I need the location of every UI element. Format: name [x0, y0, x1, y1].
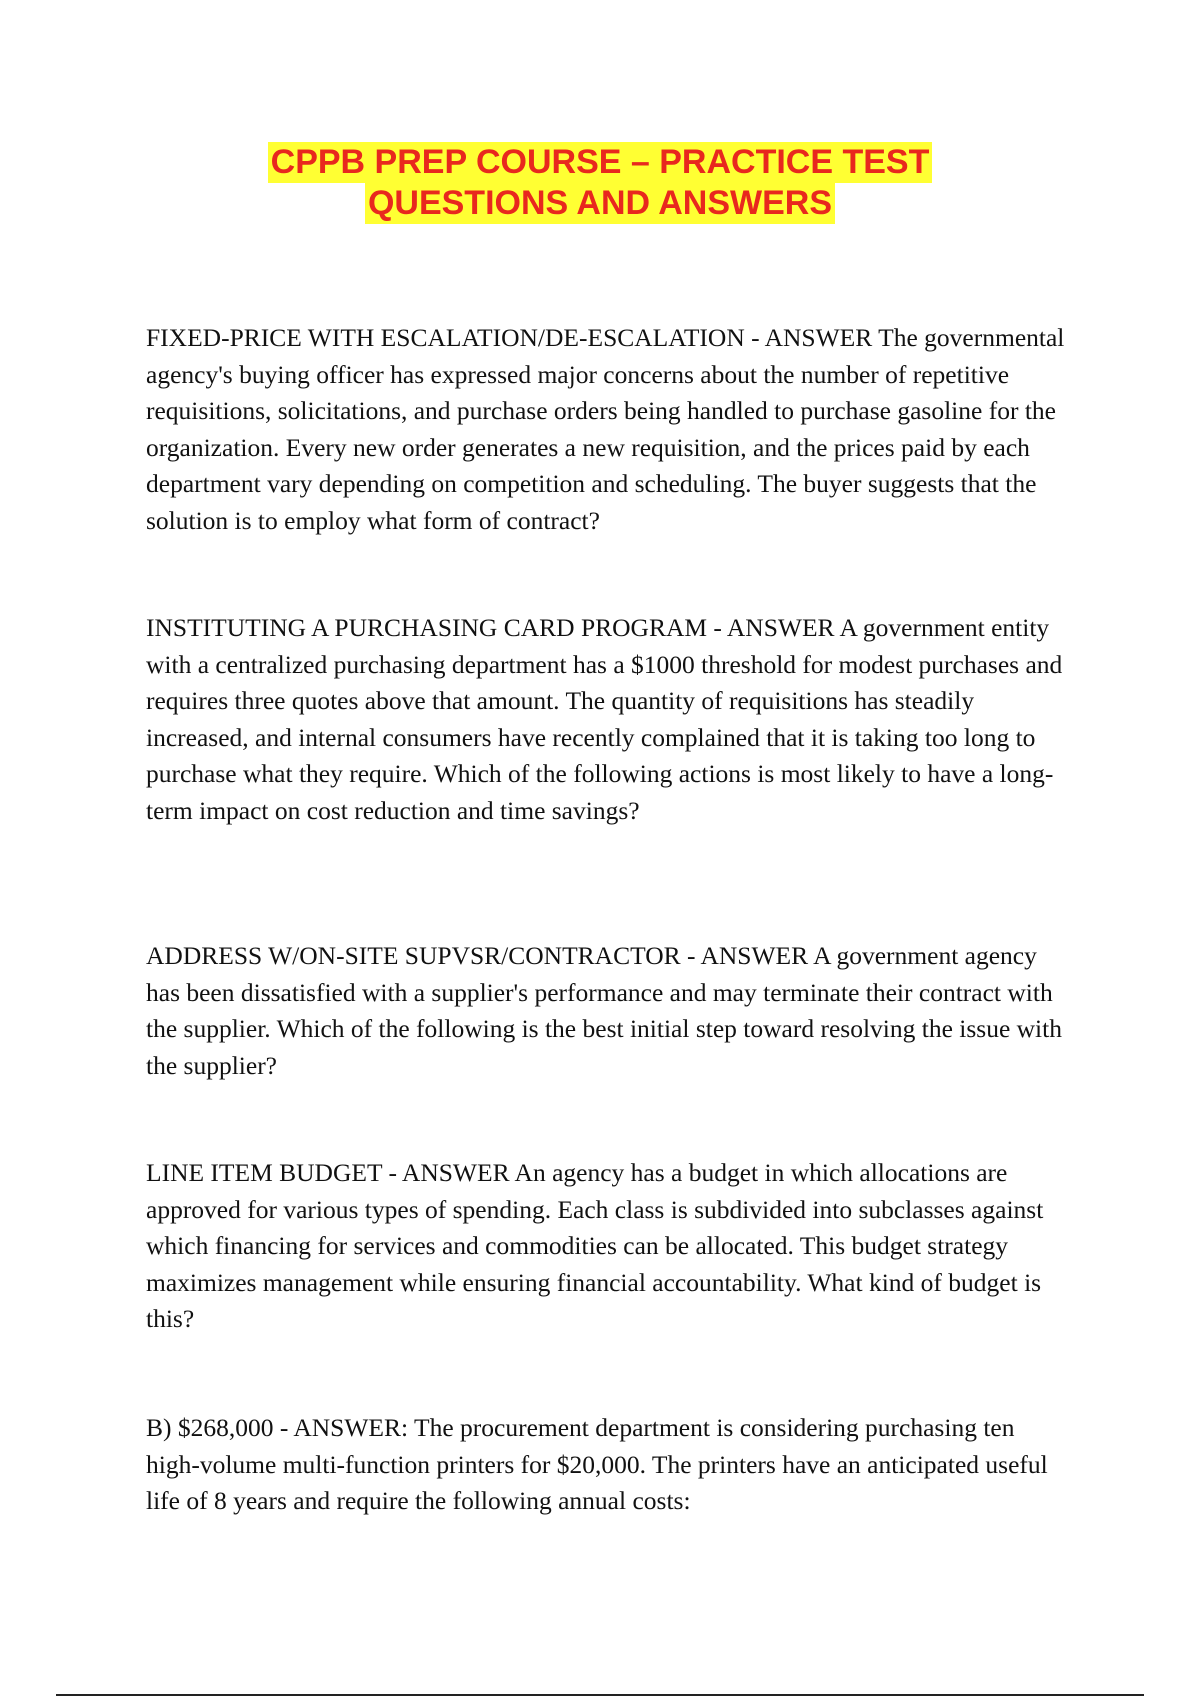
- qa-entry-supervisor-contractor: ADDRESS W/ON-SITE SUPVSR/CONTRACTOR - ANSWER A government agency has been dissatisfied with a supplier's performance and may terminate their contract with the supplier. Which of the following is the best initial step toward resolving the issue with the supplier?: [146, 941, 1062, 1080]
- document-title: [0, 142, 1200, 224]
- title-line-1: CPPB PREP COURSE – PRACTICE TEST: [268, 142, 933, 183]
- title-line-2: QUESTIONS AND ANSWERS: [365, 183, 835, 224]
- qa-entry-fixed-price: FIXED-PRICE WITH ESCALATION/DE-ESCALATION - ANSWER The governmental agency's buying officer has expressed major concerns about the number of repetitive requisitions, solicitations, and purchase orders being handled to purchase gasoline for the organization. Every new order generates a new requisition, and the prices paid by each department vary depending on competition and scheduling. The buyer suggests that the solution is to employ what form of contract?: [146, 323, 1065, 535]
- qa-entry-printers: B) $268,000 - ANSWER: The procurement department is considering purchasing ten high-volume multi-function printers for $20,000. The printers have an anticipated useful life of 8 years and require the following annual costs:: [146, 1413, 1048, 1516]
- qa-entry-line-item-budget: LINE ITEM BUDGET - ANSWER An agency has a budget in which allocations are approved for various types of spending. Each class is subdivided into subclasses against which financing for services and commodities can be allocated. This budget strategy maximizes management while ensuring financial accountability. What kind of budget is this?: [146, 1158, 1044, 1334]
- footer-divider: [56, 1694, 1144, 1696]
- qa-entry-purchasing-card: INSTITUTING A PURCHASING CARD PROGRAM - ANSWER A government entity with a centralized purchasing department has a $1000 threshold for modest purchases and requires three quotes above that amount. The quantity of requisitions has steadily increased, and internal consumers have recently complained that it is taking too long to purchase what they require. Which of the following actions is most likely to have a long-term impact on cost reduction and time savings?: [146, 613, 1063, 825]
